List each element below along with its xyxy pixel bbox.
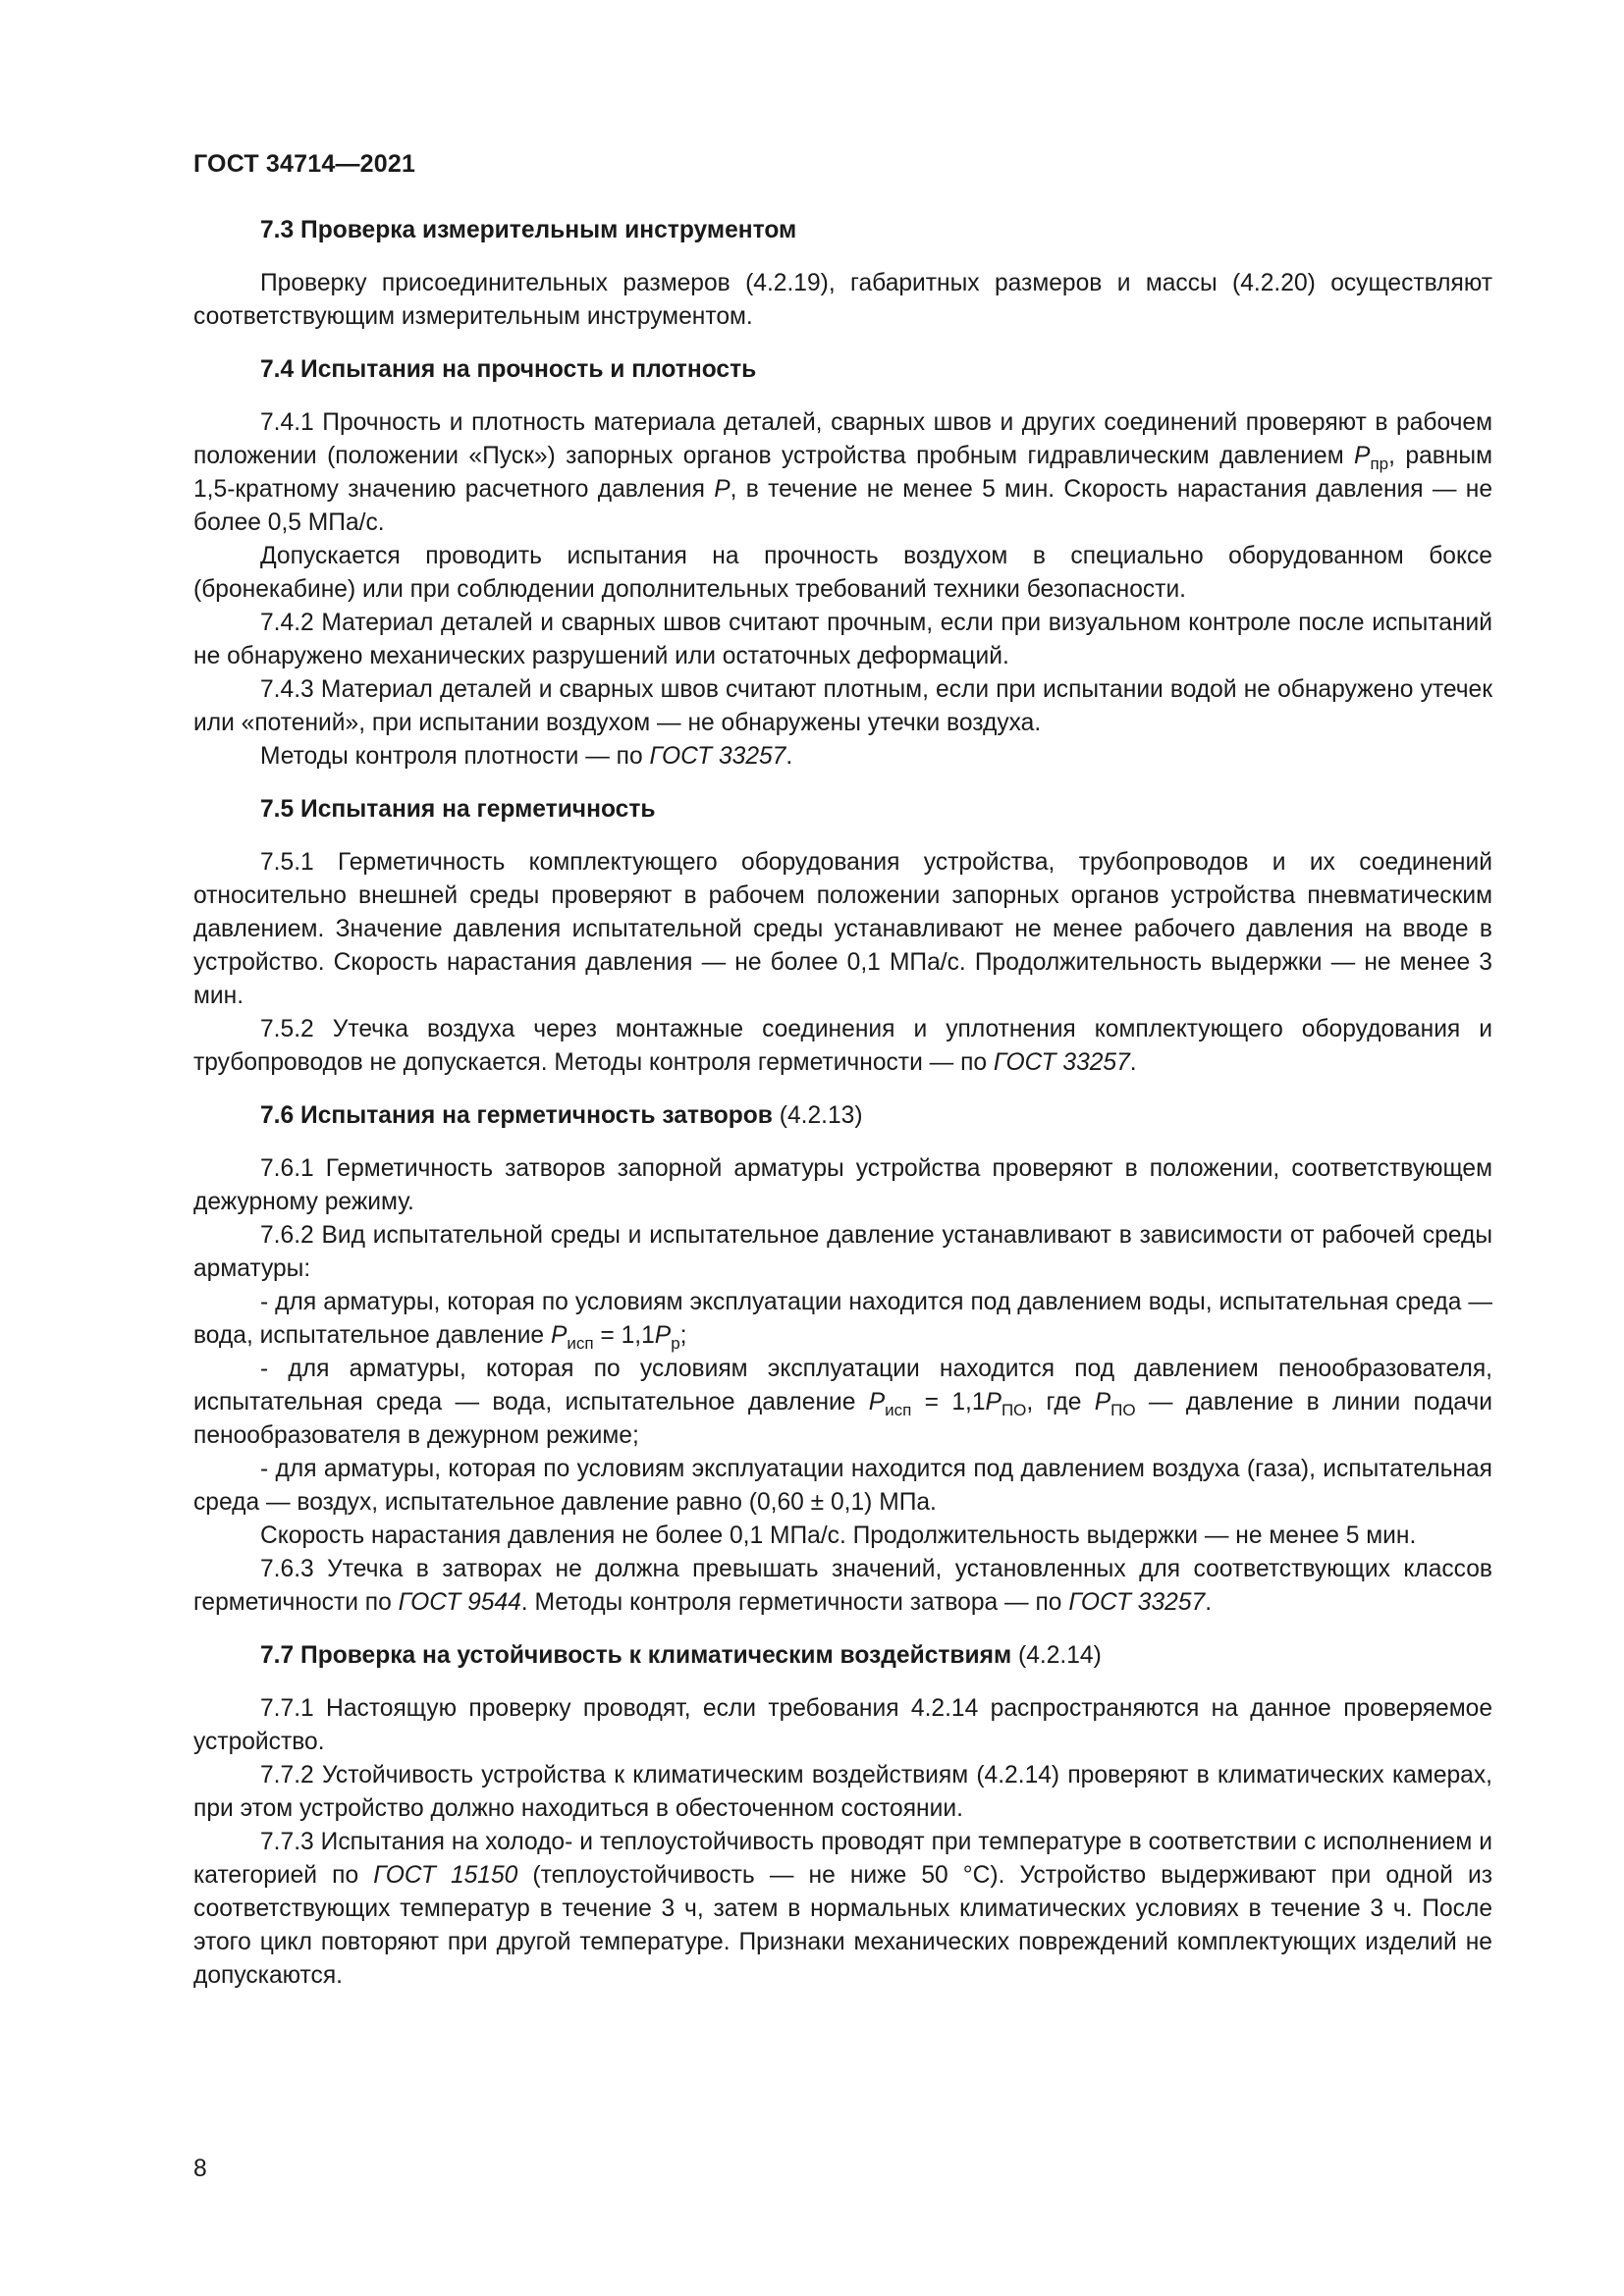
paragraph-7-7-3: 7.7.3 Испытания на холодо- и теплоустойчивость проводят при температуре в соответствии с исполнением и категорией по ГОСТ 15150 (теплоустойчивость — не ниже 50 °C). Устройство выдерживают при одной из соответствующих температур в течение 3 ч, затем в нормальных климатических условиях в течение 3 ч. После этого цикл повторяют при другой температуре. Признаки механических повреждений комплектующих изделий не допускаются. bbox=[193, 1829, 1492, 1989]
paragraph-7-4-1-note: Допускается проводить испытания на прочность воздухом в специально оборудованном боксе (бронекабине) или при соблюдении дополнительных требований техники безопасности. bbox=[193, 543, 1492, 603]
paragraph-7-6-2-rate: Скорость нарастания давления не более 0,1 МПа/с. Продолжительность выдержки — не менее 5 мин. bbox=[260, 1522, 1417, 1549]
document-code-header: ГОСТ 34714—2021 bbox=[193, 150, 416, 178]
list-item-air: - для арматуры, которая по условиям эксплуатации находится под давлением воздуха (газа), испытательная среда — воздух, испытательное давление равно (0,60 ± 0,1) МПа. bbox=[193, 1456, 1492, 1516]
paragraph-7-4-3: 7.4.3 Материал деталей и сварных швов считают плотным, если при испытании водой не обнаружено утечек или «потений», при испытании воздухом — не обнаружены утечки воздуха. bbox=[193, 676, 1492, 736]
paragraph-7-5-2: 7.5.2 Утечка воздуха через монтажные соединения и уплотнения комплектующего оборудования и трубопроводов не допускается. Методы контроля герметичности — по ГОСТ 33257. bbox=[193, 1016, 1492, 1076]
standard-reference: ГОСТ 33257 bbox=[1068, 1589, 1206, 1616]
paragraph-7-5-1: 7.5.1 Герметичность комплектующего оборудования устройства, трубопроводов и их соединений относительно внешней среды проверяют в рабочем положении запорных органов устройства пневматическим давлением. Значение давления испытательной среды устанавливают не менее рабочего давления на вводе в устройство. Скорость нарастания давления — не более 0,1 МПа/с. Продолжительность выдержки — не менее 3 мин. bbox=[193, 849, 1492, 1009]
paragraph-7-6-2: 7.6.2 Вид испытательной среды и испытательное давление устанавливают в зависимости от рабочей среды арматуры: bbox=[193, 1222, 1492, 1282]
document-body bbox=[193, 214, 1492, 1993]
paragraph-7-4-1: 7.4.1 Прочность и плотность материала деталей, сварных швов и других соединений проверяют в рабочем положении (положении «Пуск») запорных органов устройства пробным гидравлическим давлением $P_{пр}$, равным 1,5-кратному значению расчетного давления P, в течение не менее 5 мин. Скорость нарастания давления — не более 0,5 МПа/с. bbox=[193, 409, 1493, 536]
section-title-7-7: 7.7 Проверка на устойчивость к климатическим воздействиям (4.2.14) bbox=[260, 1642, 1102, 1669]
paragraph-7-4-2: 7.4.2 Материал деталей и сварных швов считают прочным, если при визуальном контроле после испытаний не обнаружено механических разрушений или остаточных деформаций. bbox=[193, 610, 1492, 669]
standard-reference: ГОСТ 15150 bbox=[373, 1862, 518, 1889]
list-item-foam: - для арматуры, которая по условиям эксплуатации находится под давлением пенообразователя, испытательная среда — вода, испытательное давление $P_{исп} = 1,1P_{ПО}$, где $P_{ПО}$ — давление в линии подачи пенообразователя в дежурном режиме; bbox=[193, 1356, 1492, 1449]
list-item-water: - для арматуры, которая по условиям эксплуатации находится под давлением воды, испытательная среда — вода, испытательное давление $P_{исп} = 1,1P_р$; bbox=[193, 1289, 1492, 1353]
paragraph-7-7-2: 7.7.2 Устойчивость устройства к климатическим воздействиям (4.2.14) проверяют в климатических камерах, при этом устройство должно находиться в обесточенном состоянии. bbox=[193, 1762, 1492, 1822]
section-title-7-6: 7.6 Испытания на герметичность затворов (4.2.13) bbox=[260, 1102, 863, 1129]
section-title-7-3: 7.3 Проверка измерительным инструментом bbox=[260, 217, 797, 243]
paragraph-7-7-1: 7.7.1 Настоящую проверку проводят, если требования 4.2.14 распространяются на данное проверяемое устройство. bbox=[193, 1695, 1492, 1755]
section-title-7-5: 7.5 Испытания на герметичность bbox=[260, 796, 656, 823]
page-number: 8 bbox=[193, 2156, 207, 2182]
standard-reference: ГОСТ 33257 bbox=[649, 743, 786, 770]
standard-reference: ГОСТ 33257 bbox=[993, 1049, 1130, 1076]
paragraph-7-6-1: 7.6.1 Герметичность затворов запорной арматуры устройства проверяют в положении, соответствующем дежурному режиму. bbox=[193, 1155, 1492, 1215]
paragraph-7-6-3: 7.6.3 Утечка в затворах не должна превышать значений, установленных для соответствующих классов герметичности по ГОСТ 9544. Методы контроля герметичности затвора — по ГОСТ 33257. bbox=[193, 1556, 1492, 1616]
standard-reference: ГОСТ 9544 bbox=[398, 1589, 521, 1616]
section-title-7-4: 7.4 Испытания на прочность и плотность bbox=[260, 356, 757, 383]
paragraph-7-4-3-methods: Методы контроля плотности — по ГОСТ 33257. bbox=[260, 743, 793, 770]
paragraph-7-3: Проверку присоединительных размеров (4.2.19), габаритных размеров и массы (4.2.20) осуществляют соответствующим измерительным инструментом. bbox=[193, 270, 1492, 330]
